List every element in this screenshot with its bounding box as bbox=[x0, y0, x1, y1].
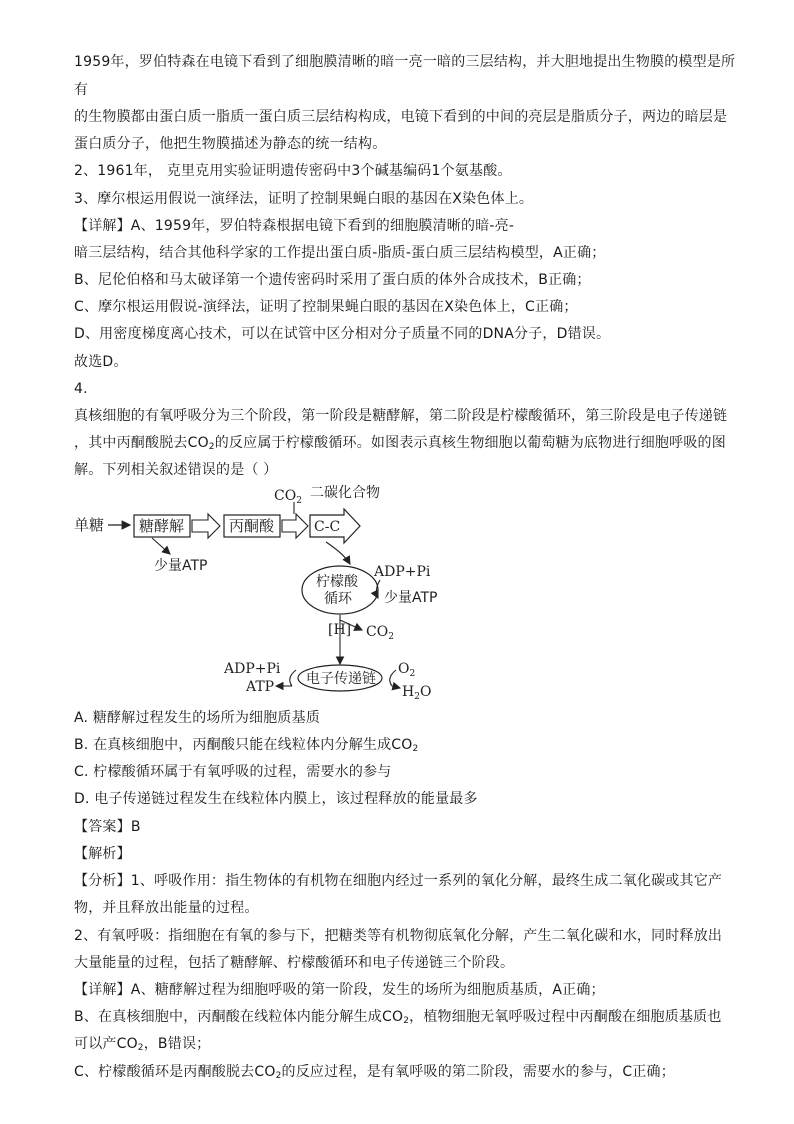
question-number: 4. bbox=[74, 381, 88, 397]
label-h2o: $H_2O$ bbox=[402, 684, 432, 700]
text-span: ，B错误； bbox=[143, 1036, 211, 1052]
text-line: 【详解】A、1959年，罗伯特森根据电镜下看到的细胞膜清晰的暗-亮- bbox=[74, 218, 515, 234]
label-tangjiaojie: 糖酵解 bbox=[139, 517, 185, 535]
text-line: 3、摩尔根运用假说一演绎法，证明了控制果蝇白眼的基因在X染色体上。 bbox=[74, 191, 534, 207]
label-co2-mid: $CO_2$ bbox=[366, 624, 394, 642]
label-dianzi: 电子传递链 bbox=[306, 671, 376, 687]
subscript: 2 bbox=[137, 1043, 144, 1053]
label-ertan: 二碳化合物 bbox=[310, 485, 380, 501]
text-line: 真核细胞的有氧呼吸分为三个阶段，第一阶段是糖酵解，第二阶段是柠檬酸循环，第三阶段是电子传递链 bbox=[74, 408, 728, 424]
text-line: 2、有氧呼吸：指细胞在有氧的参与下，把糖类等有机物彻底氧化分解，产生二氧化碳和水，同时释放出 bbox=[74, 928, 723, 944]
text-line bbox=[74, 433, 726, 457]
text-line: 【分析】1、呼吸作用：指生物体的有机物在细胞内经过一系列的氧化分解，最终生成二氧化碳或其它产 bbox=[74, 873, 723, 889]
hollow-arrow bbox=[192, 514, 220, 538]
option-c: C. 柠檬酸循环属于有氧呼吸的过程，需要水的参与 bbox=[74, 764, 392, 780]
label-bingtongsuan: 丙酮酸 bbox=[229, 517, 275, 535]
text-span: B. 在真核细胞中，丙酮酸只能在线粒体内分解生成CO bbox=[74, 737, 413, 753]
text-line: 暗三层结构，结合其他科学家的工作提出蛋白质-脂质-蛋白质三层结构模型，A正确； bbox=[74, 245, 606, 261]
text-span: 的反应过程，是有氧呼吸的第二阶段，需要水的参与，C正确； bbox=[281, 1064, 675, 1080]
subscript: 2 bbox=[412, 744, 419, 754]
arrow bbox=[392, 686, 400, 688]
label-ningmeng-2: 循环 bbox=[324, 591, 352, 607]
text-line: 大量能量的过程，包括了糖酵解、柠檬酸循环和电子传递链三个阶段。 bbox=[74, 955, 515, 971]
answer-tag: 【答案】 bbox=[74, 819, 131, 835]
text-span: 可以产CO bbox=[74, 1036, 138, 1052]
text-line bbox=[74, 1062, 675, 1086]
label-dantang: 单糖 bbox=[74, 516, 105, 534]
subscript: 2 bbox=[403, 1016, 410, 1026]
label-shaoliang-atp-1: 少量ATP bbox=[154, 558, 208, 574]
text-line bbox=[74, 1034, 210, 1058]
text-line: 有 bbox=[74, 82, 89, 98]
text-span: ，植物细胞无氧呼吸过程中丙酮酸在细胞质基质也 bbox=[409, 1009, 722, 1025]
text-line: 【详解】A、糖酵解过程为细胞呼吸的第一阶段，发生的场所为细胞质基质，A正确； bbox=[74, 982, 605, 998]
arrow bbox=[390, 670, 396, 686]
answer-line bbox=[74, 817, 141, 837]
hollow-arrow bbox=[282, 514, 308, 538]
answer-value: B bbox=[130, 819, 141, 835]
label-co2-top: $CO_2$ bbox=[274, 488, 302, 506]
text-line: 物，并且释放出能量的过程。 bbox=[74, 900, 259, 916]
label-atp: ATP bbox=[246, 679, 275, 695]
text-line: 2、1961年， 克里克用实验证明遗传密码中3个碱基编码1个氨基酸。 bbox=[74, 163, 512, 179]
label-cc: C-C bbox=[314, 519, 341, 535]
question-stem: 解。下列相关叙述错误的是（ ） bbox=[74, 462, 278, 478]
text-span: C、柠檬酸循环是丙酮酸脱去CO bbox=[74, 1064, 276, 1080]
text-line: B、尼伦伯格和马太破译第一个遗传密码时采用了蛋白质的体外合成技术，B正确； bbox=[74, 272, 591, 288]
arrow bbox=[326, 542, 350, 564]
arrow bbox=[290, 670, 296, 686]
text-line: 蛋白质分子，他把生物膜描述为静态的统一结构。 bbox=[74, 136, 387, 152]
text-line: 的生物膜都由蛋白质一脂质一蛋白质三层结构构成，电镜下看到的中间的亮层是脂质分子，两边的暗层是 bbox=[74, 109, 728, 125]
option-d: D. 电子传递链过程发生在线粒体内膜上，该过程释放的能量最多 bbox=[74, 791, 478, 807]
label-h: [H] bbox=[328, 622, 352, 638]
option-b bbox=[74, 735, 418, 759]
label-shaoliang-atp-2: 少量ATP bbox=[384, 590, 438, 606]
label-adp-pi-1: ADP+Pi bbox=[374, 564, 431, 580]
text-line: 1959年，罗伯特森在电镜下看到了细胞膜清晰的暗一亮一暗的三层结构，并大胆地提出生物膜的模型是所 bbox=[74, 54, 736, 70]
option-a: A. 糖酵解过程发生的场所为细胞质基质 bbox=[74, 710, 321, 726]
subscript: 2 bbox=[275, 1071, 282, 1081]
respiration-diagram bbox=[74, 484, 454, 700]
text-span: 的反应属于柠檬酸循环。如图表示真核生物细胞以葡萄糖为底物进行细胞呼吸的图 bbox=[214, 435, 726, 451]
text-line: 故选D。 bbox=[74, 354, 128, 370]
text-span: B、在真核细胞中，丙酮酸在线粒体内能分解生成CO bbox=[74, 1009, 404, 1025]
text-line: C、摩尔根运用假说-演绎法，证明了控制果蝇白眼的基因在X染色体上，C正确； bbox=[74, 299, 578, 315]
subscript: 2 bbox=[208, 442, 215, 452]
text-line bbox=[74, 1007, 722, 1031]
label-ningmeng-1: 柠檬酸 bbox=[316, 574, 358, 590]
label-adp-pi-2: ADP+Pi bbox=[224, 661, 281, 677]
analysis-heading: 【解析】 bbox=[74, 846, 131, 862]
text-line: D、用密度梯度离心技术，可以在试管中区分相对分子质量不同的DNA分子，D错误。 bbox=[74, 326, 611, 342]
label-o2: $O_2$ bbox=[398, 661, 416, 679]
arrow bbox=[152, 538, 170, 554]
text-span: ，其中丙酮酸脱去CO bbox=[74, 435, 209, 451]
